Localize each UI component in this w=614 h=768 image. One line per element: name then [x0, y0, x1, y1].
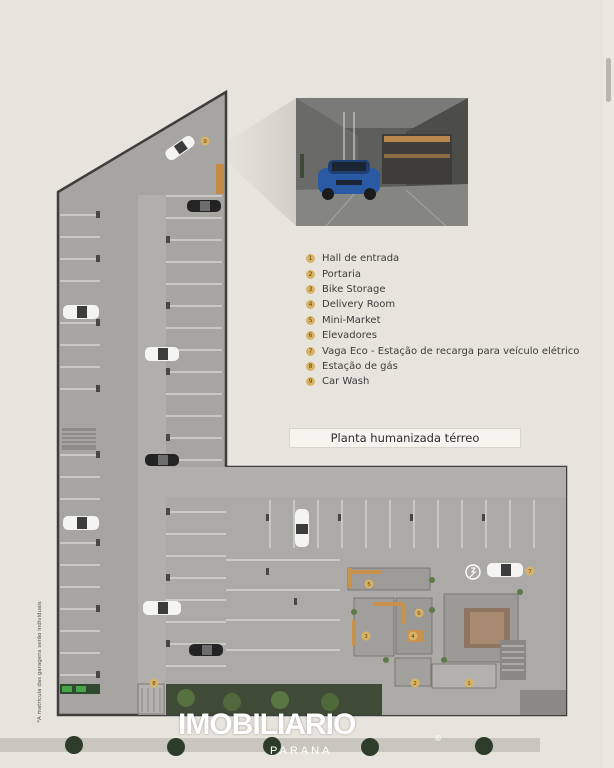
scrollbar-track[interactable]: [603, 0, 614, 768]
legend-item-elevadores: [306, 328, 601, 343]
legend-label: Elevadores: [322, 330, 378, 342]
watermark-main: IMOBILIARIO: [178, 708, 356, 741]
svg-text:5: 5: [367, 582, 371, 588]
legend-marker: 9: [306, 377, 315, 386]
side-note: [35, 582, 45, 742]
watermark-logo: [178, 708, 440, 764]
legend-item-car-wash: [306, 374, 601, 389]
svg-text:8: 8: [152, 681, 156, 687]
legend-marker: 7: [306, 347, 315, 356]
legend-marker: 5: [306, 316, 315, 325]
svg-text:1: 1: [467, 681, 471, 687]
car-wash-area: [216, 164, 224, 194]
legend-item-vaga-eco: [306, 343, 601, 358]
side-note-text: *A matrícula das garagens serão individuais: [37, 601, 43, 723]
watermark-sub: PARANA: [270, 745, 333, 757]
plan-caption: Planta humanizada térreo: [289, 428, 521, 448]
svg-text:6: 6: [417, 611, 421, 617]
legend-label: Portaria: [322, 268, 361, 280]
legend-label: Car Wash: [322, 376, 370, 388]
garage-photo: [296, 98, 468, 226]
legend-item-portaria: [306, 266, 601, 281]
legend-label: Vaga Eco - Estação de recarga para veículo elétrico: [322, 345, 580, 357]
svg-text:9: 9: [203, 139, 207, 145]
watermark-registered: ®: [434, 734, 442, 743]
scrollbar-thumb[interactable]: [606, 58, 611, 102]
legend-marker: 8: [306, 362, 315, 371]
svg-text:3: 3: [364, 634, 368, 640]
legend-label: Delivery Room: [322, 299, 396, 311]
legend: [306, 251, 601, 390]
legend-label: Bike Storage: [322, 283, 386, 295]
legend-marker: 3: [306, 285, 315, 294]
svg-text:2: 2: [413, 681, 417, 687]
svg-text:4: 4: [411, 634, 415, 640]
legend-marker: 4: [306, 300, 315, 309]
legend-label: Estação de gás: [322, 360, 398, 372]
legend-marker: 1: [306, 254, 315, 263]
legend-item-bike-storage: [306, 282, 601, 297]
legend-item-mini-market: [306, 313, 601, 328]
legend-marker: 6: [306, 331, 315, 340]
legend-item-estacao-gas: [306, 359, 601, 374]
legend-item-hall: [306, 251, 601, 266]
legend-marker: 2: [306, 270, 315, 279]
stairs: [62, 428, 96, 450]
svg-text:7: 7: [528, 569, 532, 575]
legend-label: Hall de entrada: [322, 253, 400, 265]
legend-label: Mini-Market: [322, 314, 381, 326]
legend-item-delivery-room: [306, 297, 601, 312]
